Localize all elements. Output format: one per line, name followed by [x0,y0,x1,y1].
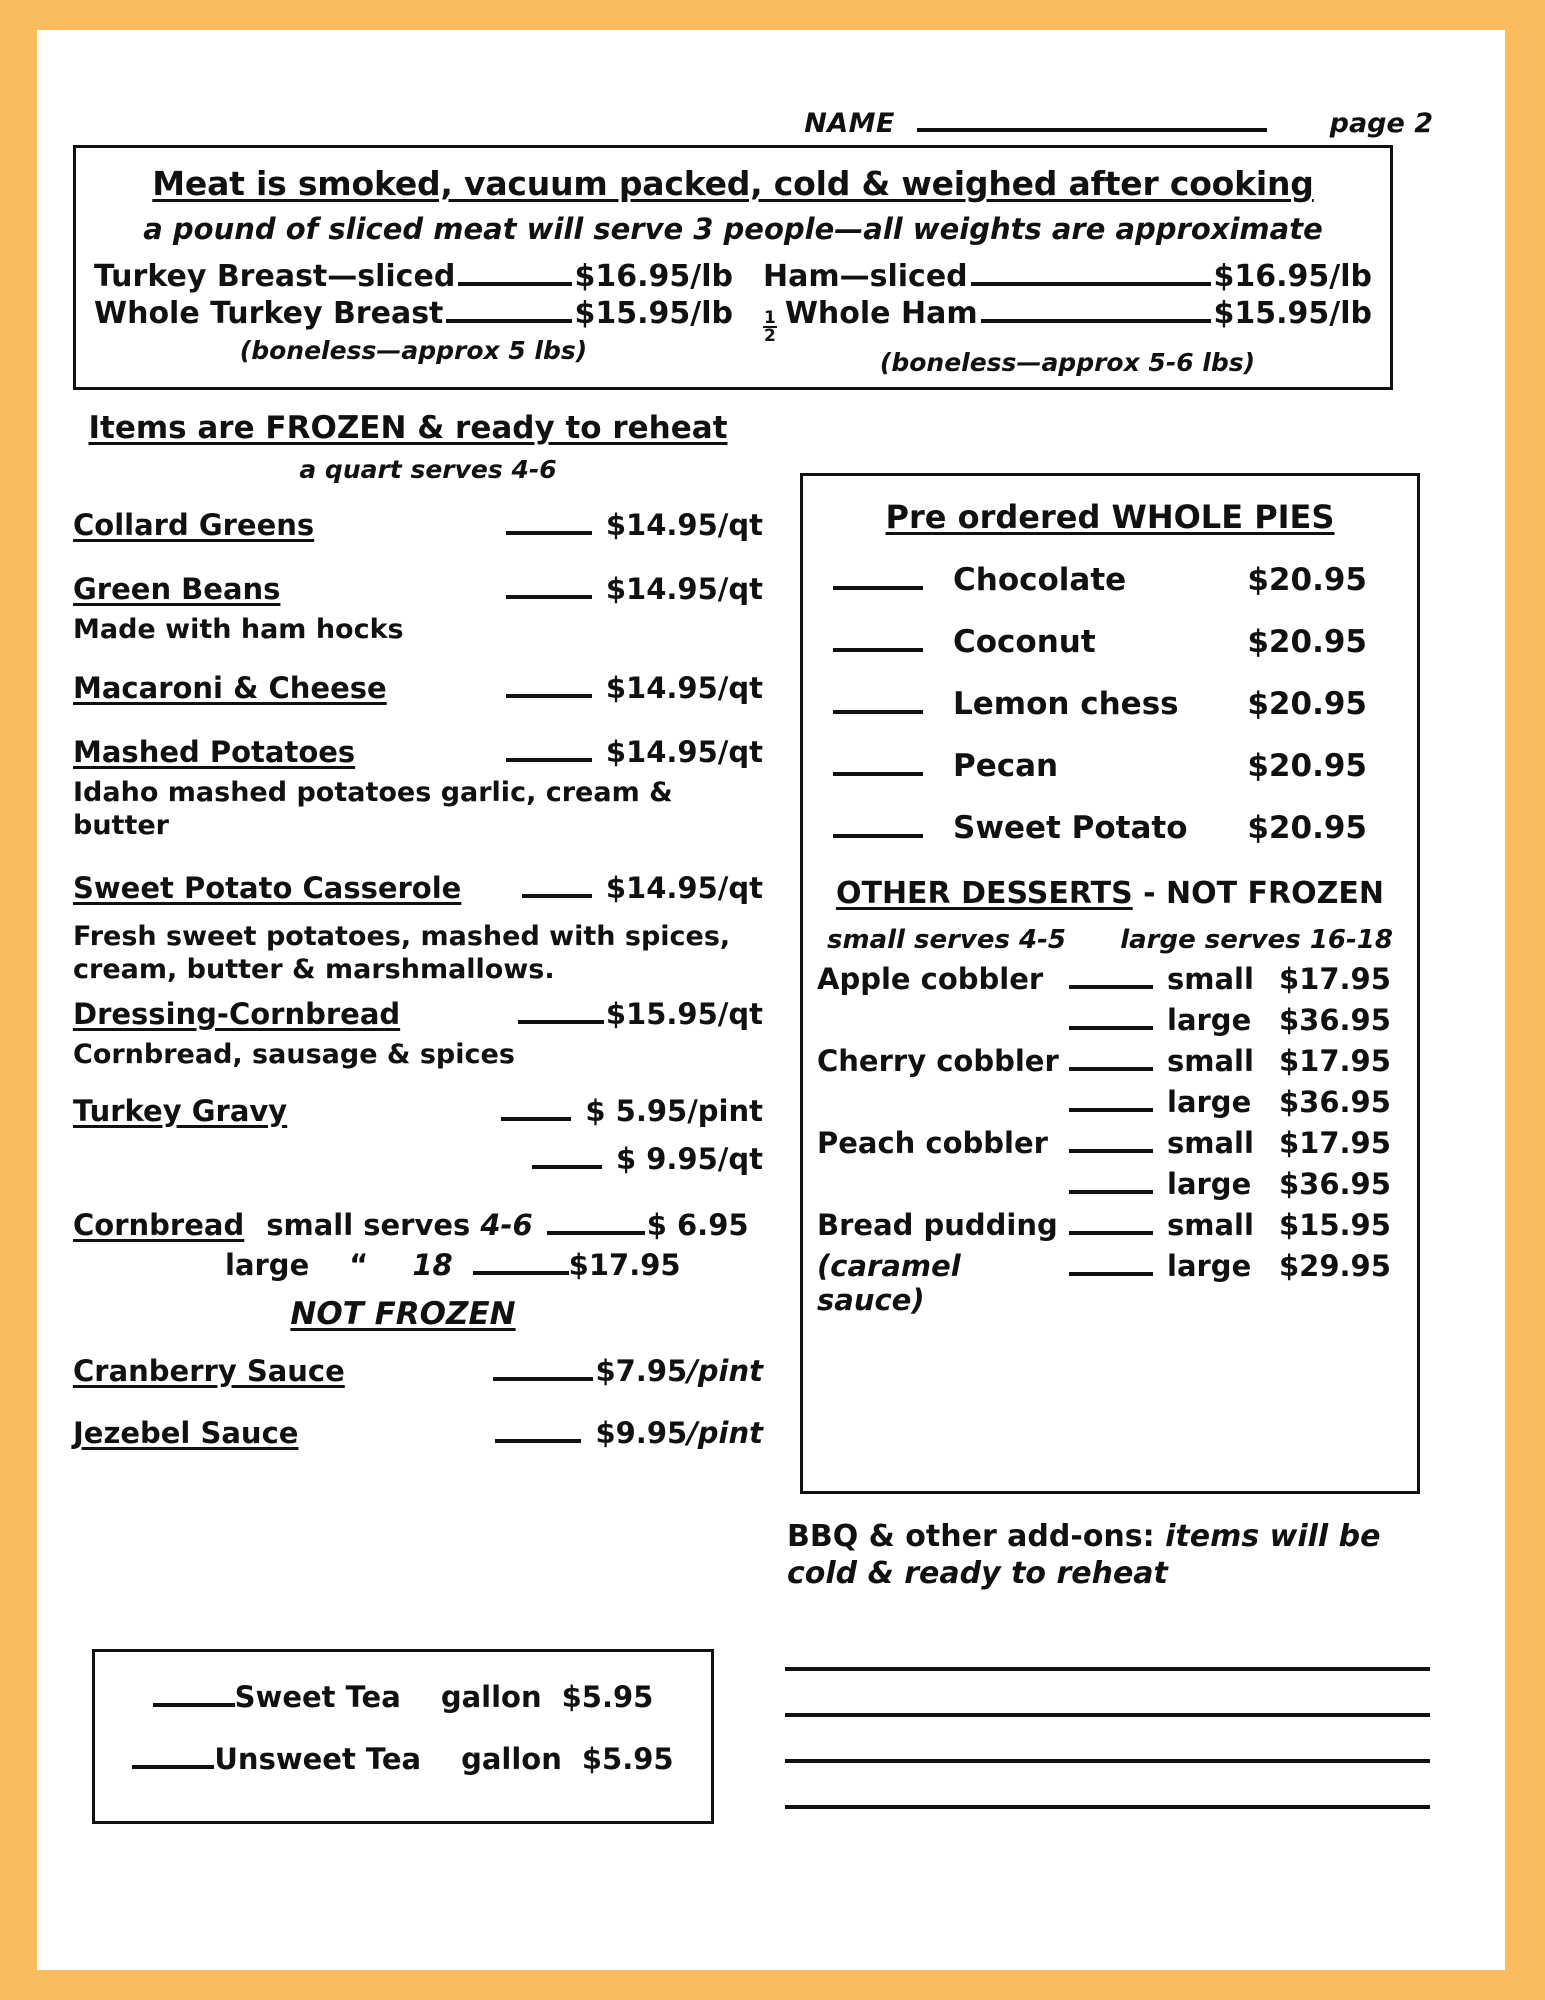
list-item [73,997,763,1031]
quantity-write-in-line[interactable] [493,1361,593,1381]
pie-price: $20.95 [1247,810,1367,846]
table-row [803,1208,1417,1242]
pie-name: Sweet Potato [953,810,1188,846]
quantity-write-in-line[interactable] [522,878,592,898]
meat-items-grid [76,258,1390,377]
quantity-write-in-line[interactable] [1069,969,1153,989]
list-item [73,508,763,542]
dessert-price: $15.95 [1279,1208,1391,1242]
cornbread-small-label: small serves [266,1207,471,1242]
meat-item-price: $16.95/lb [574,259,733,294]
meat-row-ham-sliced [763,258,1372,295]
dessert-price: $36.95 [1279,1085,1391,1119]
frozen-item-name: Sweet Potato Casserole [73,870,462,905]
dessert-size: large [1167,1249,1252,1283]
quantity-write-in-line[interactable] [833,756,923,776]
meat-item-price: $16.95/lb [1213,259,1372,294]
quantity-write-in-line[interactable] [1069,1133,1153,1153]
frozen-item-price: $14.95/qt [605,870,763,905]
other-desserts-heading-rest: - NOT FROZEN [1132,876,1384,911]
tea-unit: gallon [440,1680,542,1714]
frozen-item-name: Mashed Potatoes [73,734,356,769]
list-item [73,1354,763,1388]
tea-unit: gallon [461,1742,562,1776]
meat-item-name: Whole Ham [784,296,978,332]
pie-name: Pecan [953,748,1059,784]
dessert-price: $29.95 [1279,1249,1391,1283]
list-item [73,871,763,905]
not-frozen-item-price: $7.95 [595,1353,688,1388]
dessert-size: small [1167,1044,1254,1078]
meat-row-turkey-sliced [94,258,733,295]
tea-name: Unsweet Tea [214,1742,422,1776]
quantity-write-in-line[interactable] [132,1749,214,1769]
quantity-write-in-line[interactable] [501,1101,571,1121]
list-item [803,810,1417,846]
large-serves-note: large serves 16-18 [1120,925,1393,955]
meat-section-subtitle: a pound of sliced meat will serve 3 people—all weights are approximate [143,212,1323,246]
dessert-name: (caramel sauce) [817,1249,961,1317]
quantity-write-in-line[interactable] [833,818,923,838]
tea-section-box [92,1649,714,1824]
table-row [803,1167,1417,1201]
meat-item-price: $15.95/lb [1213,296,1372,332]
frozen-item-name: Collard Greens [73,508,315,542]
cornbread-large-serves: 18 [412,1247,453,1282]
quantity-write-in-line[interactable] [547,1215,645,1235]
cornbread-large-row [73,1248,763,1282]
not-frozen-item-name: Cranberry Sauce [73,1353,345,1388]
frozen-item-description: Cornbread, sausage & spices [73,1038,515,1070]
quantity-write-in-line[interactable] [833,694,923,714]
quantity-write-in-line[interactable] [495,1423,581,1443]
write-in-line[interactable] [785,1671,1430,1717]
paper-page [37,30,1505,1970]
quantity-write-in-line[interactable] [971,266,1211,286]
name-line [37,108,1457,139]
quantity-write-in-line[interactable] [1069,1092,1153,1112]
dessert-price: $36.95 [1279,1167,1391,1201]
bbq-addons-description: items will be cold & ready to reheat [787,1519,1381,1592]
quantity-write-in-line[interactable] [506,742,592,762]
not-frozen-item-unit: /pint [687,1353,763,1388]
tea-price: $5.95 [581,1742,674,1776]
page-number: page 2 [1329,108,1433,139]
quantity-write-in-line[interactable] [981,303,1211,323]
small-serves-note: small serves 4-5 [827,925,1067,955]
frozen-item-price: $ 9.95/qt [615,1141,763,1176]
frozen-items-section [73,410,763,1450]
meat-item-price: $15.95/lb [574,296,733,332]
frozen-item-name: Dressing-Cornbread [73,996,401,1031]
frozen-item-description: Made with ham hocks [73,614,404,645]
list-item [73,671,763,705]
frozen-item-price: $14.95/qt [605,670,763,705]
write-in-line[interactable] [785,1625,1430,1671]
dessert-name: Cherry cobbler [817,1044,1059,1078]
frozen-heading: Items are FROZEN & ready to reheat [88,410,728,446]
table-row [803,1003,1417,1037]
quantity-write-in-line[interactable] [506,579,592,599]
fraction-denominator: 2 [764,326,776,347]
cornbread-small-serves: 4-6 [480,1207,533,1242]
table-row [803,1249,1417,1317]
frozen-item-name: Green Beans [73,572,281,606]
dessert-price: $17.95 [1279,1044,1391,1078]
pie-price: $20.95 [1247,686,1367,722]
not-frozen-heading: NOT FROZEN [290,1295,516,1332]
name-write-in-line[interactable] [917,128,1267,132]
quantity-write-in-line[interactable] [833,632,923,652]
quantity-write-in-line[interactable] [833,570,923,590]
tea-row-sweet [95,1680,711,1714]
dessert-size: large [1167,1003,1252,1037]
frozen-item-description: Idaho mashed potatoes garlic, cream & butter [73,776,673,841]
meat-column-turkey [94,258,733,377]
frozen-item-name: Macaroni & Cheese [73,670,387,705]
dessert-price: $36.95 [1279,1003,1391,1037]
cornbread-large-price: $17.95 [568,1247,681,1282]
meat-item-name: Ham—sliced [763,259,968,294]
pie-name: Coconut [953,624,1096,660]
write-in-line[interactable] [785,1717,1430,1763]
quantity-write-in-line[interactable] [1069,1256,1153,1276]
dessert-size: large [1167,1167,1252,1201]
meat-section-box [73,145,1393,390]
quantity-write-in-line[interactable] [1069,1010,1153,1030]
frozen-subheading: a quart serves 4-6 [299,455,557,484]
dessert-price: $17.95 [1279,1126,1391,1160]
pies-and-desserts-box [800,473,1420,1494]
write-in-line[interactable] [785,1763,1430,1809]
order-form-sheet [37,30,1505,1970]
quantity-write-in-line[interactable] [458,266,571,286]
cornbread-small-price: $ 6.95 [646,1207,749,1242]
meat-column-ham [733,258,1372,377]
dessert-size: large [1167,1085,1252,1119]
dessert-name: Bread pudding [817,1208,1058,1242]
quantity-write-in-line[interactable] [153,1687,235,1707]
dessert-size: small [1167,1208,1254,1242]
meat-item-name: Whole Turkey Breast [94,296,444,332]
quantity-write-in-line[interactable] [506,515,592,535]
quantity-write-in-line[interactable] [446,303,571,323]
tea-name: Sweet Tea [234,1680,401,1714]
tea-price: $5.95 [561,1680,654,1714]
meat-note-ham: (boneless—approx 5-6 lbs) [879,348,1256,378]
table-row [803,1126,1417,1160]
pie-name: Lemon chess [953,686,1179,722]
dessert-serving-note [803,925,1417,955]
pies-heading: Pre ordered WHOLE PIES [885,498,1335,536]
frozen-item-price: $14.95/qt [605,734,763,769]
list-item [803,686,1417,722]
pie-price: $20.95 [1247,562,1367,598]
frozen-item-price: $14.95/qt [605,572,763,606]
quantity-write-in-line[interactable] [473,1255,569,1275]
other-desserts-heading [803,876,1417,911]
quantity-write-in-line[interactable] [518,1004,604,1024]
tea-row-unsweet [95,1742,711,1776]
frozen-item-price: $ 5.95/pint [585,1093,763,1128]
list-item [803,748,1417,784]
cornbread-name: Cornbread [73,1207,245,1242]
frozen-item-name: Turkey Gravy [73,1093,288,1128]
quantity-write-in-line[interactable] [506,678,592,698]
bbq-write-in-lines [785,1625,1430,1809]
meat-row-half-whole-ham [763,295,1372,347]
dessert-size: small [1167,1126,1254,1160]
quantity-write-in-line[interactable] [1069,1051,1153,1071]
not-frozen-item-unit: /pint [687,1415,763,1450]
bbq-addons-note [787,1518,1427,1592]
dessert-name: Peach cobbler [817,1126,1048,1160]
name-label: NAME [804,108,895,139]
quantity-write-in-line[interactable] [1069,1215,1153,1235]
not-frozen-item-name: Jezebel Sauce [73,1415,299,1450]
fraction-numerator: 1 [764,308,776,329]
table-row [803,1085,1417,1119]
cornbread-ditto-mark: “ [349,1247,369,1282]
gravy-quart-row [73,1142,763,1176]
dessert-name: Apple cobbler [817,962,1044,996]
dessert-size: small [1167,962,1254,996]
dessert-price: $17.95 [1279,962,1391,996]
list-item [73,1094,763,1128]
frozen-item-price: $15.95/qt [605,996,763,1031]
other-desserts-heading-main: OTHER DESSERTS [835,876,1133,911]
pie-name: Chocolate [953,562,1127,598]
list-item [73,572,763,606]
pie-price: $20.95 [1247,624,1367,660]
one-half-fraction-icon [763,308,777,347]
quantity-write-in-line[interactable] [532,1149,602,1169]
table-row [803,962,1417,996]
meat-item-name: Turkey Breast—sliced [94,259,456,294]
pie-price: $20.95 [1247,748,1367,784]
meat-note-turkey: (boneless—approx 5 lbs) [239,336,588,366]
table-row [803,1044,1417,1078]
meat-row-whole-turkey-breast [94,295,733,332]
quantity-write-in-line[interactable] [1069,1174,1153,1194]
cornbread-large-label: large [225,1247,310,1282]
cornbread-small-row [73,1208,763,1242]
list-item [803,562,1417,598]
list-item [73,1416,763,1450]
list-item [803,624,1417,660]
bbq-addons-label: BBQ & other add-ons: [787,1519,1155,1554]
frozen-item-price: $14.95/qt [605,508,763,542]
frozen-item-description: Fresh sweet potatoes, mashed with spices, cream, butter & marshmallows. [73,920,731,985]
list-item [73,735,763,769]
not-frozen-item-price: $9.95 [595,1415,688,1450]
meat-section-title: Meat is smoked, vacuum packed, cold & weighed after cooking [152,164,1314,203]
